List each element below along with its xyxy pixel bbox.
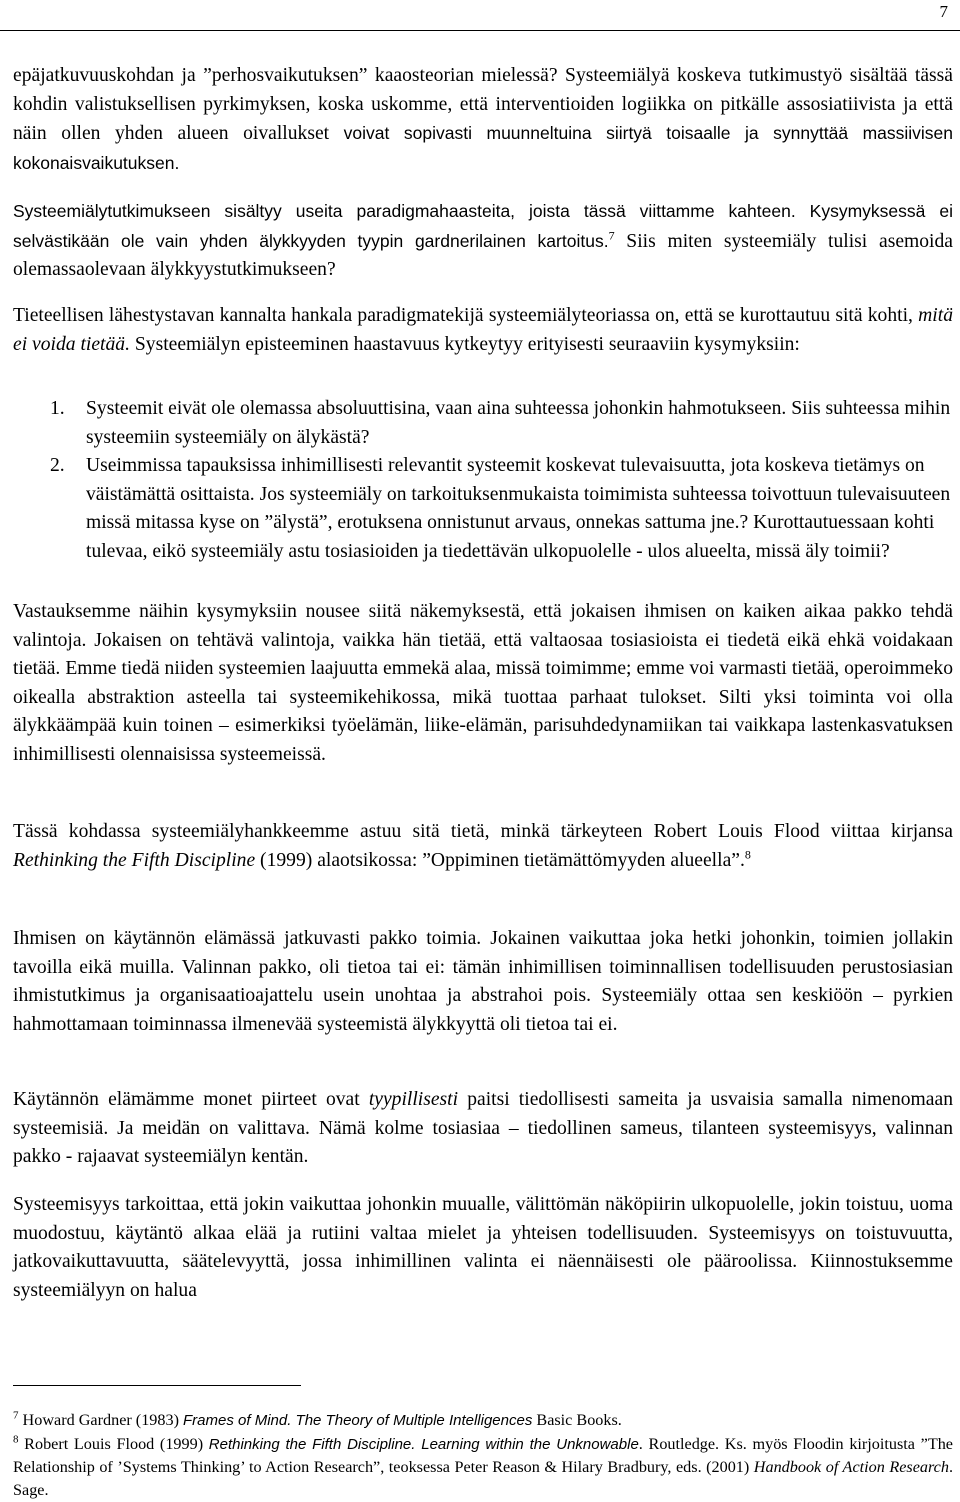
p5-text-end: (1999) alaotsikossa: ”Oppiminen tietämättömyyden alueella”. bbox=[255, 849, 745, 871]
paragraph-answer: Vastauksemme näihin kysymyksiin nousee siitä näkemyksestä, että jokaisen ihmisen on kaiken aikaa pakko tehdä valintoja. Jokaisen on tehtävä valintoja, vaikka hän tietää, että valtaosaa tosiasioista ei tiedetä eikä ehkä voidakaan tietää. Emme tiedä niiden systeemien laajuutta emmekä alaa, missä toimimme; emme voi varmasti tietää, operoimmeko oikealla abstraktion asteella tai systeemikehikossa, mikä tuottaa parhaat tulokset. Silti yksi toiminta voi olla älykkäämpää kuin toinen – esimerkiksi työelämän, liike-elämän, parisuhdedynamiikan tai vaikkapa lastenkasvatuksen inhimillisesti olennaisissa systeemeissä. bbox=[13, 601, 953, 765]
question-text: Systeemit eivät ole olemassa absoluuttisina, vaan aina suhteessa johonkin hahmotukseen. Siis suhteessa mihin systeemiin systeemiäly on älykästä? bbox=[86, 398, 951, 448]
question-number: 2. bbox=[50, 455, 65, 476]
footnote-italic: Frames of Mind. The Theory of Multiple Intelligences bbox=[183, 1412, 533, 1429]
footnote-ref-7[interactable]: 7 bbox=[608, 227, 615, 242]
paragraph-flood-reference bbox=[13, 818, 953, 875]
paragraph-systems-intelligence-research bbox=[13, 62, 953, 178]
footnote-text-end: Basic Books. bbox=[532, 1411, 622, 1429]
p1-serif-text: epäjatkuvuuskohdan ja ”perhosvaikutuksen” kaaosteorian mielessä? Systeemiälyä koskeva tutkimustyö sisältää tässä kohdin valistuksellisen pyrkimyksen, koska uskomme, että interventioiden logiikka on pitkälle assosiatiivista ja että näin ollen yhden alueen oivallukset bbox=[13, 65, 953, 144]
footnote-number: 7 bbox=[13, 1409, 19, 1422]
paragraph-systemicity: Systeemisyys tarkoittaa, että jokin vaikuttaa johonkin muualle, välittömän näköpiirin ulkopuolelle, jokin toistuu, uoma muodostuu, käytäntö alkaa elää ja rutiini valtaa mielet ja yhteisen todellisuuden. Systeemisyys on toistuvuutta, jatkovaikuttavuutta, säätelevyyttä, jossa inhimillinen valinta ei näennäisesti ole pääroolissa. Kiinnostuksemme systeemiälyyn on halua bbox=[13, 1194, 953, 1301]
p7-text: Käytännön elämämme monet piirteet ovat bbox=[13, 1089, 369, 1110]
p1-sans-text: voivat sopivasti muunneltuina siirtyä toisaalle ja synnyttää massiivisen kokonaisvaikutuksen. bbox=[13, 123, 954, 173]
p2-serif-text: Siis miten systeemiäly tulisi asemoida olemassaolevaan älykkyystutkimukseen? bbox=[13, 230, 953, 280]
footnote-text-middle: . Routledge. Ks. myös Floodin kirjoitusta ”The Relationship of ’Systems Thinking’ to Action Research”, teoksessa Peter Reason & Hilary Bradbury, eds. (2001) bbox=[13, 1435, 953, 1476]
paragraph-practical-life: Ihmisen on käytännön elämässä jatkuvasti pakko toimia. Jokainen vaikuttaa joka hetki johonkin, toimien jollakin tavoilla eikä muilla. Valinnan pakko, oli tietoa tai ei: tämän inhimillisen toiminnallisen todellisuuden perustosiasian ihmistutkimus ja organisaatioajattelu usein unohtaa ja abstrahoi pois. Systeemiäly ottaa sen keskiöön – pyrkien hahmottamaan toiminnassa ilmenevää systeemistä älykkyyttä oli tietoa tai ei. bbox=[13, 928, 953, 1035]
book-title-italic: Rethinking the Fifth Discipline bbox=[13, 849, 256, 871]
paragraph-features bbox=[13, 1086, 953, 1172]
p5-text: Tässä kohdassa systeemiälyhankkeemme astuu sitä tietä, minkä tärkeyteen Robert Louis Flood viittaa kirjansa bbox=[13, 821, 953, 842]
footnote-8 bbox=[13, 1433, 953, 1502]
question-number: 1. bbox=[50, 398, 65, 419]
footnote-text-end: . Sage. bbox=[13, 1458, 953, 1499]
p3-italic: mitä ei voida tietää. bbox=[13, 305, 953, 355]
page-number: 7 bbox=[939, 2, 948, 21]
header-rule bbox=[0, 30, 960, 31]
footnote-ref-8[interactable]: 8 bbox=[744, 846, 751, 861]
footnote-separator bbox=[13, 1385, 301, 1386]
footnote-text: Robert Louis Flood (1999) bbox=[18, 1435, 209, 1453]
footnote-italic-2: Handbook of Action Research bbox=[753, 1458, 949, 1476]
paragraph-epistemic-challenge bbox=[13, 302, 953, 359]
p2-sans-text: Systeemiälytutkimukseen sisältyy useita paradigmahaasteita, joista tässä viittamme kahteen. Kysymyksessä ei selvästikään ole vain yhden älykkyyden tyypin gardnerilainen kartoitus. bbox=[13, 201, 953, 251]
p7-text-end: paitsi tiedollisesti sameita ja usvaisia samalla nimenomaan systeemisiä. Ja meidän on valittava. Nämä kolme tosiasiaa – tiedollinen sameus, tilanteen systeemisyys, valinnan pakko - rajaavat systeemiälyn kentän. bbox=[13, 1089, 953, 1167]
p3-text-end: Systeemiälyn episteeminen haastavuus kytkeytyy erityisesti seuraaviin kysymyksiin: bbox=[130, 333, 800, 355]
footnote-number: 8 bbox=[13, 1433, 19, 1446]
question-list bbox=[13, 395, 953, 566]
footnote-7 bbox=[13, 1409, 953, 1432]
list-item bbox=[13, 395, 953, 452]
p7-italic: tyypillisesti bbox=[368, 1089, 459, 1110]
p3-text: Tieteellisen lähestystavan kannalta hankala paradigmatekijä systeemiälyteoriassa on, että se kurottautuu sitä kohti, bbox=[13, 305, 919, 326]
question-text: Useimmissa tapauksissa inhimillisesti relevantit systeemit koskevat tulevaisuutta, jota koskeva tietämys on väistämättä osittaista. Jos systeemiäly on tarkoituksenmukaista toimimista suhteessa toivottuun tulevaisuuteen missä mitassa kyse on ”älystä”, erotuksena onnistunut arvaus, onnekas sattuma jne.? Kurottautuessaan kohti tulevaa, eikö systeemiäly astu tosiasioiden ja tiedettävän ulkopuolelle - ulos alueelta, missä äly toimii? bbox=[86, 455, 951, 562]
footnote-italic: Rethinking the Fifth Discipline. Learning within the Unknowable bbox=[208, 1436, 639, 1453]
footnote-text: Howard Gardner (1983) bbox=[18, 1411, 184, 1429]
paragraph-paradigm-challenges bbox=[13, 197, 953, 285]
list-item bbox=[13, 452, 953, 566]
